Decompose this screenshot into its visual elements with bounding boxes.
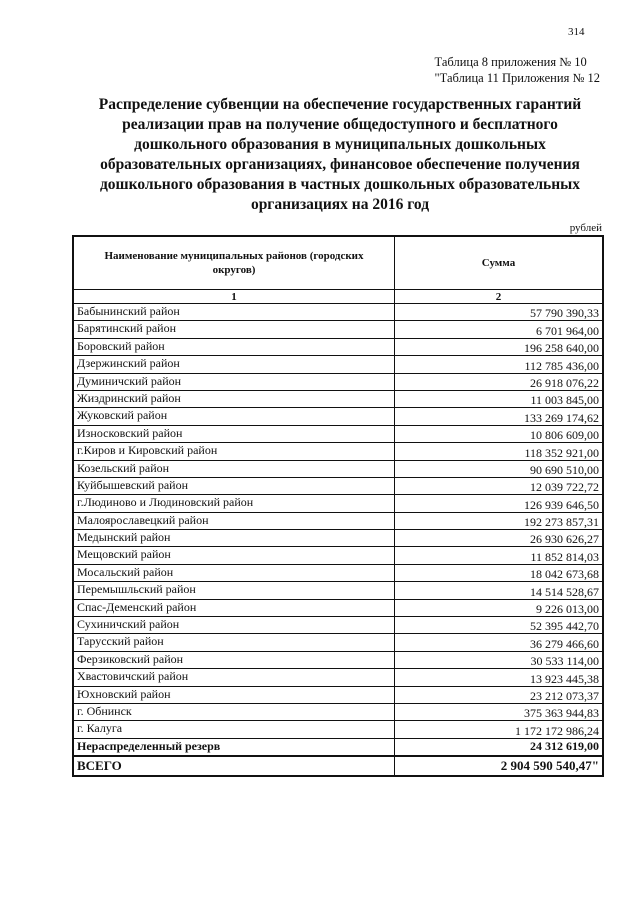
municipality-name: Жиздринский район [73,390,395,407]
municipality-name: Малоярославецкий район [73,512,395,529]
municipality-name: Перемышльский район [73,582,395,599]
municipality-name: Бабынинский район [73,304,395,321]
municipality-name: Куйбышевский район [73,477,395,494]
municipality-amount: 12 039 722,72 [395,477,604,494]
municipality-amount: 1 172 172 986,24 [395,721,604,738]
municipality-name: Ферзиковский район [73,651,395,668]
table-row [73,373,603,390]
municipality-name: Барятинский район [73,321,395,338]
municipality-name: г. Калуга [73,721,395,738]
document-title: Распределение субвенции на обеспечение государственных гарантий реализации прав на получение общедоступного и бесплатного дошкольного образования в муниципальных дошкольных образовательных организациях, финансовое обеспечение получения дошкольного образования в частных дошкольных образовательных организациях на 2016 год [98,96,582,213]
municipality-name: Думиничский район [73,373,395,390]
table-row [73,599,603,616]
municipality-name: Износковский район [73,425,395,442]
table-row [73,530,603,547]
municipality-name: Козельский район [73,460,395,477]
municipality-name: Мещовский район [73,547,395,564]
page-number: 314 [568,26,585,38]
municipality-amount: 13 923 445,38 [395,669,604,686]
municipality-name: Тарусский район [73,634,395,651]
table-row [73,408,603,425]
units-label: рублей [569,222,602,234]
municipality-name: Сухиничский район [73,617,395,634]
municipality-amount: 11 852 814,03 [395,547,604,564]
municipality-amount: 30 533 114,00 [395,651,604,668]
municipality-amount: 9 226 013,00 [395,599,604,616]
total-amount: 2 904 590 540,47" [395,756,604,776]
table-row [73,390,603,407]
header-amount: Сумма [395,236,604,290]
municipality-amount: 52 395 442,70 [395,617,604,634]
table-row [73,582,603,599]
header-municipality: Наименование муниципальных районов (городских округов) [73,236,395,290]
table-row [73,443,603,460]
table-row [73,547,603,564]
table-row [73,617,603,634]
table-row [73,703,603,720]
table-row [73,686,603,703]
municipality-name: Жуковский район [73,408,395,425]
municipality-amount: 196 258 640,00 [395,338,604,355]
municipality-amount: 6 701 964,00 [395,321,604,338]
table-row [73,721,603,738]
municipality-name: Мосальский район [73,564,395,581]
column-number-row [73,290,603,304]
municipality-amount: 26 930 626,27 [395,530,604,547]
column-number-1: 1 [73,290,395,304]
municipality-name: г.Киров и Кировский район [73,443,395,460]
municipality-amount: 192 273 857,31 [395,512,604,529]
table-row [73,356,603,373]
municipality-amount: 90 690 510,00 [395,460,604,477]
municipality-amount: 26 918 076,22 [395,373,604,390]
reserve-row [73,738,603,756]
table-row [73,338,603,355]
table-row [73,634,603,651]
municipality-name: г. Обнинск [73,703,395,720]
total-name: ВСЕГО [73,756,395,776]
table-row [73,425,603,442]
municipality-name: Юхновский район [73,686,395,703]
municipality-name: Боровский район [73,338,395,355]
municipality-amount: 14 514 528,67 [395,582,604,599]
table-header-row [73,236,603,290]
municipality-name: Медынский район [73,530,395,547]
table-row [73,651,603,668]
municipality-amount: 36 279 466,60 [395,634,604,651]
municipality-amount: 112 785 436,00 [395,356,604,373]
municipality-amount: 118 352 921,00 [395,443,604,460]
municipality-amount: 18 042 673,68 [395,564,604,581]
municipality-amount: 23 212 073,37 [395,686,604,703]
subvention-table [72,235,604,777]
appendix-line-1: Таблица 8 приложения № 10 [434,55,587,69]
table-row [73,304,603,321]
table-row [73,669,603,686]
table-row [73,460,603,477]
municipality-name: г.Людиново и Людиновский район [73,495,395,512]
reserve-amount: 24 312 619,00 [395,738,604,756]
reserve-name: Нераспределенный резерв [73,738,395,756]
table-row [73,477,603,494]
appendix-reference [435,54,600,86]
municipality-amount: 375 363 944,83 [395,703,604,720]
municipality-amount: 10 806 609,00 [395,425,604,442]
table-body [73,304,603,776]
municipality-amount: 57 790 390,33 [395,304,604,321]
column-number-2: 2 [395,290,604,304]
appendix-line-2: "Таблица 11 Приложения № 12 [434,71,600,85]
total-row [73,756,603,776]
municipality-amount: 133 269 174,62 [395,408,604,425]
municipality-amount: 126 939 646,50 [395,495,604,512]
table-row [73,512,603,529]
municipality-name: Спас-Деменский район [73,599,395,616]
municipality-name: Хвастовичский район [73,669,395,686]
table-row [73,495,603,512]
table-row [73,564,603,581]
municipality-name: Дзержинский район [73,356,395,373]
table-row [73,321,603,338]
municipality-amount: 11 003 845,00 [395,390,604,407]
